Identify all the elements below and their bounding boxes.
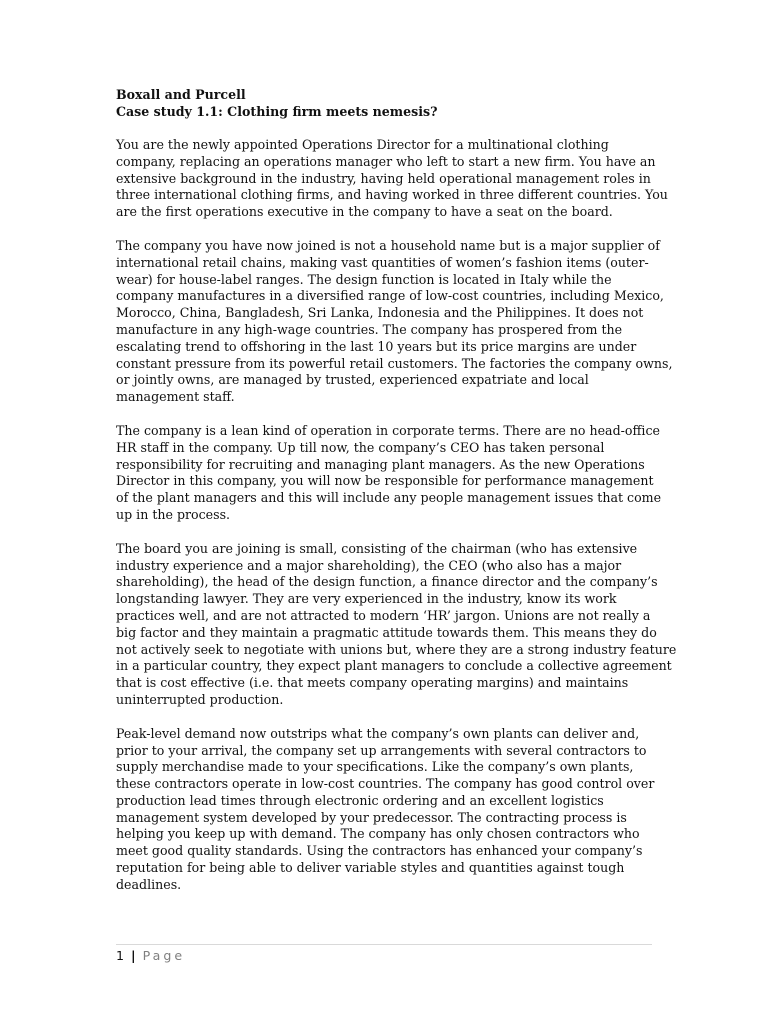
text-line: responsibility for recruiting and managing plant managers. As the new Operations (116, 456, 645, 472)
paragraph (116, 237, 673, 406)
text-line: The company is a lean kind of operation in corporate terms. There are no head-office (116, 422, 660, 438)
text-line: extensive background in the industry, having held operational management roles in (116, 170, 651, 186)
document-page (116, 86, 677, 911)
page-label: Page (142, 948, 186, 963)
text-line: international retail chains, making vast quantities of women’s fashion items (outer- (116, 254, 649, 270)
text-line: company manufactures in a diversified range of low-cost countries, including Mexico, (116, 288, 664, 304)
text-line: Peak-level demand now outstrips what the company’s own plants can deliver and, (116, 725, 640, 741)
text-line: shareholding), the head of the design function, a finance director and the company’s (116, 574, 658, 590)
text-line: management staff. (116, 389, 235, 405)
text-line: HR staff in the company. Up till now, the company’s CEO has taken personal (116, 439, 605, 455)
text-line: company, replacing an operations manager who left to start a new firm. You have an (116, 153, 656, 169)
text-line: these contractors operate in low-cost countries. The company has good control over (116, 776, 655, 792)
author-heading: Boxall and Purcell (116, 87, 246, 102)
body-text (116, 137, 677, 894)
text-line: are the first operations executive in the company to have a seat on the board. (116, 204, 613, 220)
text-line: supply merchandise made to your specifications. Like the company’s own plants, (116, 759, 634, 775)
text-line: industry experience and a major shareholding), the CEO (who also has a major (116, 557, 622, 573)
paragraph (116, 726, 656, 894)
text-line: three international clothing firms, and having worked in three different countries. You (116, 187, 668, 203)
text-line: practices well, and are not attracted to modern ‘HR’ jargon. Unions are not really a (116, 607, 651, 623)
text-line: helping you keep up with demand. The company has only chosen contractors who (116, 826, 640, 842)
text-line: The company you have now joined is not a household name but is a major supplier of (116, 237, 660, 253)
text-line: Director in this company, you will now be responsible for performance management (116, 473, 654, 489)
text-line: You are the newly appointed Operations Director for a multinational clothing (116, 137, 609, 152)
text-line: of the plant managers and this will include any people management issues that come (116, 490, 662, 506)
text-line: production lead times through electronic ordering and an excellent logistics (116, 792, 604, 808)
footer-separator: | (131, 948, 136, 963)
text-line: longstanding lawyer. They are very experienced in the industry, know its work (116, 591, 617, 607)
text-line: that is cost effective (i.e. that meets company operating margins) and maintains (116, 675, 629, 691)
text-line: prior to your arrival, the company set up arrangements with several contractors to (116, 742, 647, 758)
text-line: constant pressure from its powerful retail customers. The factories the company owns, (116, 355, 673, 371)
text-line: big factor and they maintain a pragmatic attitude towards them. This means they do (116, 624, 657, 640)
text-line: up in the process. (116, 506, 231, 522)
text-line: escalating trend to offshoring in the last 10 years but its price margins are under (116, 338, 637, 354)
page-number: 1 (116, 948, 125, 963)
text-line: uninterrupted production. (116, 691, 284, 707)
text-line: The board you are joining is small, consisting of the chairman (who has extensive (116, 540, 638, 556)
text-line: meet good quality standards. Using the contractors has enhanced your company’s (116, 843, 643, 859)
paragraph (116, 137, 668, 221)
text-line: management system developed by your predecessor. The contracting process is (116, 809, 627, 825)
text-line: wear) for house-label ranges. The design function is located in Italy while the (116, 271, 612, 287)
footer-divider (116, 944, 652, 945)
text-line: reputation for being able to deliver variable styles and quantities against tough (116, 860, 625, 876)
paragraph (116, 422, 662, 524)
text-line: in a particular country, they expect plant managers to conclude a collective agreement (116, 658, 672, 674)
text-line: or jointly owns, are managed by trusted, experienced expatriate and local (116, 372, 589, 388)
text-line: Morocco, China, Bangladesh, Sri Lanka, Indonesia and the Philippines. It does not (116, 305, 644, 321)
page-footer (116, 948, 185, 964)
text-line: manufacture in any high-wage countries. The company has prospered from the (116, 321, 623, 337)
text-line: deadlines. (116, 876, 182, 892)
paragraph (116, 540, 677, 709)
text-line: not actively seek to negotiate with unions but, where they are a strong industry feature (116, 641, 677, 657)
case-study-title: Case study 1.1: Clothing firm meets nemesis? (116, 104, 438, 119)
